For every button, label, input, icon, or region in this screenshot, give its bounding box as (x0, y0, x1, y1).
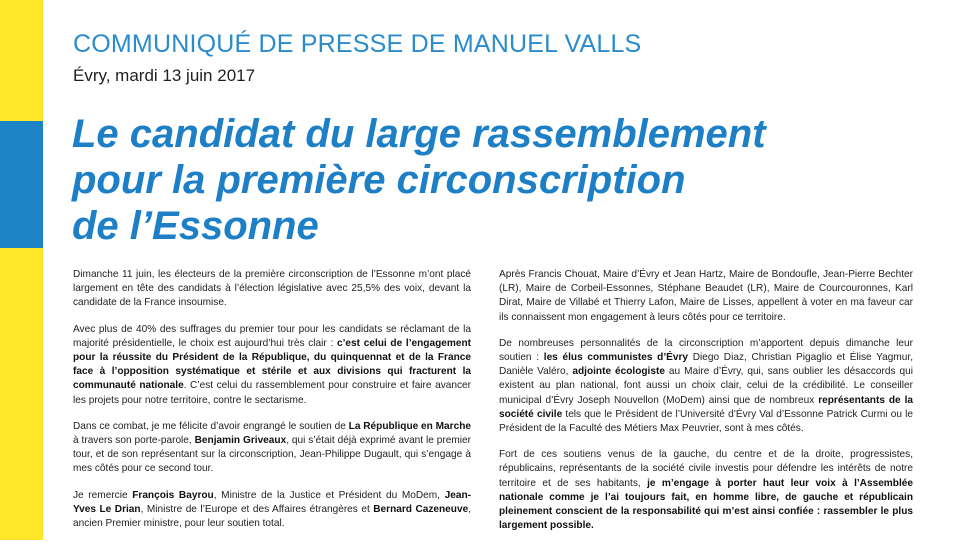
right-column (499, 268, 913, 545)
dateline: Évry, mardi 13 juin 2017 (73, 66, 256, 85)
emphasized-text: Benjamin Griveaux (194, 435, 287, 447)
paragraph-text: . C’est celui du rassemblement pour construire et faire avancer les projets pour notre territoire, contre le sectarisme. (73, 380, 471, 406)
left-column (73, 268, 471, 543)
headline-line-1: Le candidat du large rassemblement (72, 112, 766, 156)
paragraph-text: Après Francis Chouat, Maire d’Évry et Jean Hartz, Maire de Bondoufle, Jean-Pierre Bechter (LR), Maire de Corbeil-Essonnes, Stéphane Beaudet (LR), Maire de Courcouronnes, Karl Dirat, Maire de Villabé et Thierry Lafon, Maire de Lisses, appellent à voter en ma faveur car ils connaissent mon engagement à leurs côtés pour ce territoire. (499, 269, 913, 323)
paragraph-text: au Maire d’Évry, qui, sans oublier les désaccords qui existent au plan national, font aussi un choix clair, celui de la crédibilité. Le conseiller municipal d’Évry Joseph Nouvellon (MoDem) ainsi que de nombreux (499, 366, 913, 406)
paragraph-text: Je remercie (73, 489, 133, 501)
emphasized-text: je m’engage à porter haut leur voix à l’Assemblée nationale comme je l’ai toujours fait, en homme libre, de gauche et républicain pleinement conscient de la responsabilité qui m’est ainsi confiée : rassembler le plus largement possible. (499, 477, 913, 532)
body-paragraph (73, 420, 471, 477)
yellow-side-stripe (0, 0, 43, 540)
press-release-title: COMMUNIQUÉ DE PRESSE DE MANUEL VALLS (73, 30, 642, 58)
body-paragraph (73, 323, 471, 408)
headline-line-3: de l’Essonne (72, 204, 319, 248)
body-paragraph (499, 268, 913, 325)
body-paragraph (499, 448, 913, 533)
paragraph-text: Diego Diaz, Christian Pigaglio et Élise Yagmur, Danièle Valéro, (499, 352, 913, 378)
body-paragraph (499, 337, 913, 436)
emphasized-text: représentants de la société civile (499, 394, 913, 420)
paragraph-text: , ancien Premier ministre, pour leur soutien total. (73, 503, 471, 530)
headline-line-2: pour la première circonscription (72, 158, 686, 202)
paragraph-text: Fort de ces soutiens venus de la gauche, du centre et de la droite, progressistes, républicains, représentants de la société civile investis pour défendre les intérêts de notre territoire et de ses habitants, (499, 449, 913, 489)
body-paragraph (73, 268, 471, 311)
emphasized-text: les élus communistes d’Évry (543, 352, 689, 364)
emphasized-text: François Bayrou (132, 489, 214, 501)
emphasized-text: La République en Marche (348, 420, 471, 432)
emphasized-text: adjointe écologiste (572, 366, 665, 378)
blue-side-stripe (0, 121, 43, 248)
paragraph-text: De nombreuses personnalités de la circonscription m’apportent depuis dimanche leur soutien : (499, 337, 913, 364)
emphasized-text: Jean-Yves Le Drian (73, 489, 471, 515)
body-paragraph (73, 489, 471, 532)
paragraph-text: , qui s’était déjà exprimé avant le premier tour, et de son représentant sur la circonscription, Jean-Philippe Dugault, qui s’engage à mes côtés pour ce second tour. (73, 435, 471, 475)
paragraph-text: Avec plus de 40% des suffrages du premier tour pour les candidats se réclamant de la majorité présidentielle, le choix est aujourd’hui très clair : (73, 323, 471, 349)
paragraph-text: à travers son porte-parole, (73, 435, 195, 447)
paragraph-text: , Ministre de l’Europe et des Affaires étrangères et (140, 503, 374, 515)
emphasized-text: Bernard Cazeneuve (373, 503, 469, 515)
headline (72, 111, 932, 249)
paragraph-text: Dans ce combat, je me félicite d’avoir engrangé le soutien de (73, 420, 349, 432)
paragraph-text: tels que le Président de l’Université d’Évry Val d’Essonne Patrick Curmi ou le Président de la Faculté des Métiers Max Peuvrier, sont à mes côtés. (499, 408, 913, 435)
paragraph-text: , Ministre de la Justice et Président du MoDem, (213, 489, 445, 501)
paragraph-text: Dimanche 11 juin, les électeurs de la première circonscription de l’Essonne m’ont placé largement en tête des candidats à l’élection législative avec 25,5% des voix, devant la candidate de la France insoumise. (73, 269, 471, 309)
emphasized-text: c’est celui de l’engagement pour la réussite du Président de la République, du quinquennat et de la France face à l’opposition systématique et stérile et aux divisions qui fracturent la communauté nationale (73, 337, 471, 392)
